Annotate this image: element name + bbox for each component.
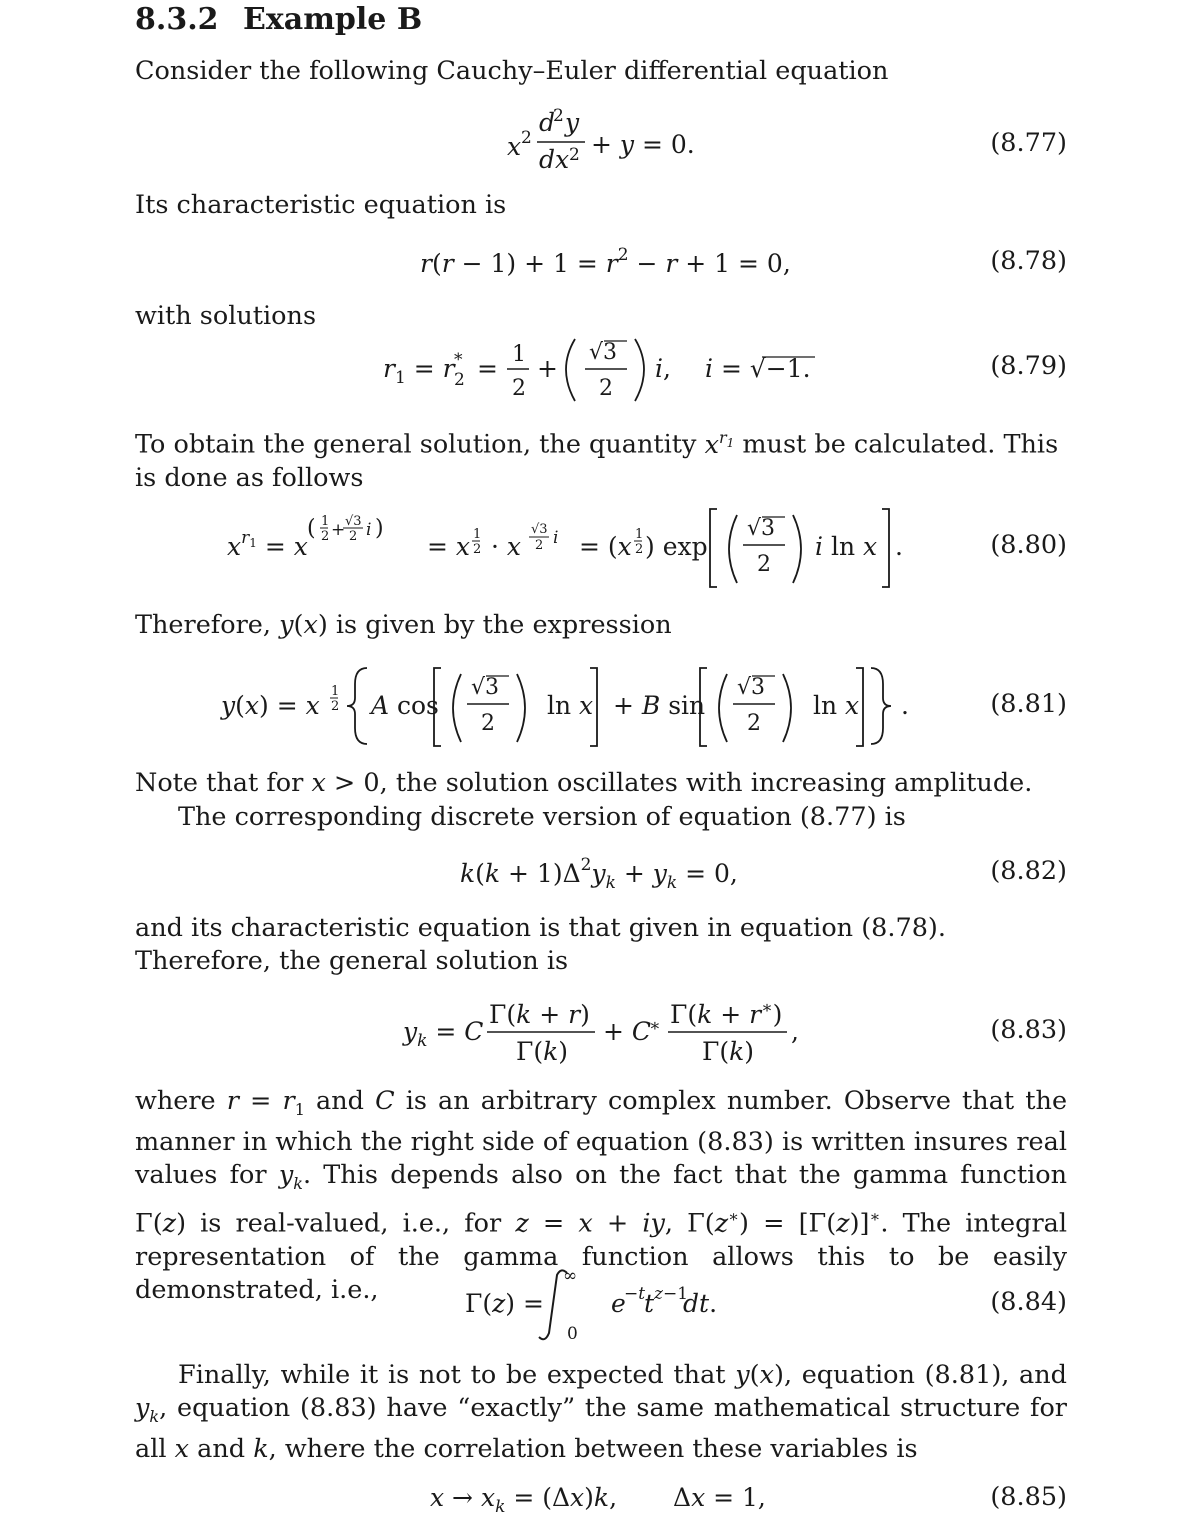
svg-text:A cos: A cos [371, 691, 439, 720]
paragraph-general-solution-discrete: and its characteristic equation is that given in equation (8.78). Therefore, the general solution is [135, 913, 946, 976]
paragraph-text: where [135, 1086, 216, 1116]
svg-text:+: + [331, 520, 346, 540]
svg-text:2: 2 [757, 552, 771, 577]
inline-math: y [279, 610, 294, 640]
svg-text:2: 2 [481, 711, 495, 736]
svg-text:Δx = 1,: Δx = 1, [673, 1483, 766, 1512]
svg-text:2: 2 [635, 542, 644, 557]
svg-text:Γ(k): Γ(k) [516, 1037, 569, 1066]
paragraph-text: and [197, 1434, 246, 1465]
svg-text:): ) [375, 516, 384, 541]
svg-text:ln x: ln x [813, 691, 860, 720]
svg-text:√3: √3 [747, 516, 776, 541]
svg-text:2: 2 [349, 529, 358, 544]
svg-text:√3: √3 [531, 522, 548, 537]
inline-math: x [311, 768, 326, 798]
inline-math: $x^{r_1}$ [704, 428, 735, 460]
paragraph-text: Finally, while it is not to be expected that [178, 1360, 726, 1390]
svg-text:dx: dx [539, 145, 570, 174]
equation-number: (8.80) [990, 530, 1067, 560]
equation-number: (8.85) [990, 1482, 1067, 1512]
svg-text:2: 2 [599, 376, 613, 401]
svg-text:2: 2 [569, 145, 580, 165]
section-number: 8.3.2 [135, 2, 219, 37]
svg-text:x: x [507, 132, 522, 161]
equation-8-85 [135, 1478, 1067, 1522]
paragraph-discrete-version: The corresponding discrete version of equation (8.77) is [178, 802, 906, 832]
equation-number: (8.79) [990, 351, 1067, 381]
svg-text:i: i [553, 528, 559, 548]
paragraph-characteristic: Its characteristic equation is [135, 190, 507, 220]
equation-8-77 [135, 105, 1067, 195]
svg-text:) exp: ) exp [645, 532, 708, 561]
equation-8-80 [135, 505, 1067, 595]
paragraph-text: is given by the expression [335, 610, 672, 640]
paragraph-text: . The integral representation of the gamma function allows this to be easily demonstrated, i.e., [135, 1208, 1068, 1305]
svg-text:r1 = r: $r_1 = r$ [383, 354, 455, 388]
svg-text:+ y = 0.: + y = 0. [591, 130, 695, 159]
paragraph-text: , the solution oscillates with increasing amplitude. [379, 768, 1033, 798]
equation-8-85-math [135, 1478, 935, 1522]
svg-text:e: e [611, 1289, 626, 1318]
svg-text:1: 1 [512, 342, 526, 367]
svg-text:√3: √3 [471, 675, 500, 700]
svg-text:i: i [366, 520, 372, 540]
svg-text:ln x: ln x [547, 691, 594, 720]
equation-8-82-math [135, 852, 935, 902]
svg-text:x → xk = (Δx)k,: $x \to x_k = (\Delta x)k$, [430, 1483, 618, 1517]
paragraph-general-solution [135, 421, 1067, 495]
svg-text:2: 2 [535, 538, 544, 553]
svg-text:Γ(k): Γ(k) [702, 1037, 755, 1066]
svg-text:yk = C: $y_k = C$ [403, 1017, 484, 1051]
equation-8-84-math [135, 1265, 935, 1355]
equation-number: (8.84) [990, 1287, 1067, 1317]
paragraph-text: , equation (8.83) have “exactly” the same mathematical structure for all [135, 1393, 1067, 1465]
equation-8-77-math [135, 105, 935, 185]
equation-8-80-math [135, 505, 935, 595]
paragraph-text: is an arbitrary complex number. Observe that the manner in which the right side of equation (8.83) is written insures real values for [135, 1086, 1068, 1191]
svg-text:.: . [895, 532, 903, 561]
svg-text:xr1 = x: $x^r1 = x$ [227, 528, 308, 561]
svg-text:1: 1 [331, 684, 340, 699]
paragraph-text: To obtain the general solution, the quantity [135, 429, 697, 460]
equation-8-79 [135, 333, 1067, 423]
equation-8-81-math [135, 662, 935, 752]
svg-text:2: 2 [747, 711, 761, 736]
svg-text:1: 1 [321, 514, 330, 529]
svg-text:1: 1 [473, 527, 482, 542]
svg-text:i ln x: i ln x [815, 532, 878, 561]
svg-text:2: 2 [321, 529, 330, 544]
svg-text:2: 2 [521, 128, 532, 148]
svg-text:= (x: = (x [579, 532, 632, 561]
svg-text:y(x) = x: y(x) = x [221, 691, 320, 720]
svg-text:+ C: + C [603, 1017, 652, 1046]
svg-text:2: 2 [512, 376, 526, 401]
svg-text:+ B sin: + B sin [613, 691, 706, 720]
svg-text:√3: √3 [589, 340, 618, 365]
equation-8-83-math [135, 995, 935, 1075]
equation-8-81 [135, 662, 1067, 752]
svg-text:2: 2 [473, 542, 482, 557]
equation-8-78-math [135, 240, 935, 290]
svg-text:i = √−1.: i = √−1. [705, 354, 811, 383]
svg-text:r(r − 1) + 1 = r2 − r + 1 = 0,: $r(r - 1) + 1 = r^2 - r + 1 = 0$, [420, 245, 791, 278]
svg-text:Γ(z) =: Γ(z) = [465, 1289, 544, 1318]
svg-text:t: t [644, 1289, 655, 1318]
paragraph-text: Therefore, [135, 610, 271, 640]
svg-text:∞: ∞ [563, 1266, 578, 1286]
svg-text:∗: ∗ [649, 1016, 661, 1036]
svg-text:d: d [539, 108, 556, 137]
equation-number: (8.82) [990, 856, 1067, 886]
paragraph-text: . This depends also on the fact that the gamma function [302, 1160, 1068, 1191]
paragraph-text: Note that for [135, 768, 304, 798]
svg-text:= x: = x [427, 532, 471, 561]
paragraph-text: must be calculated. This is done as follows [135, 429, 1059, 493]
paragraph-finally: Finally, while it is not to be expected that y(x), equation (8.81), and $y_k$, equation (8.83) have “exactly” the same mathematical structure for all x and k, where the correlation between these variables is [135, 1360, 1067, 1465]
svg-text:Γ(k + r): Γ(k + r) [489, 1000, 590, 1029]
svg-text:· x: · x [491, 532, 522, 561]
svg-text:dt.: dt. [683, 1289, 718, 1318]
svg-text:=: = [477, 354, 498, 383]
svg-text:z−1: z−1 [654, 1284, 689, 1304]
svg-text:2: 2 [454, 370, 465, 390]
paragraph-therefore: Therefore, y(x) is given by the expression [135, 610, 672, 640]
svg-text:i,: i, [655, 354, 671, 383]
section-heading [135, 2, 422, 37]
paragraph-solutions: with solutions [135, 301, 317, 331]
paragraph-text: , where the correlation between these variables is [268, 1434, 918, 1465]
svg-text:y: y [565, 108, 580, 137]
equation-number: (8.81) [990, 689, 1067, 719]
svg-text:2: 2 [553, 106, 564, 126]
paragraph-where: where $r = r_1$ and C is an arbitrary complex number. Observe that the manner in which the right side of equation (8.83) is written insures real values for $y_k$. This depends also on the fact that the gamma function Γ(z) is real-valued, i.e., for z = x + iy, Γ(z∗) = [Γ(z)]∗. The integral representation of the gamma function allows this to be easily demonstrated, i.e., [135, 1086, 1068, 1305]
paragraph-text: is real-valued, i.e., for [200, 1208, 502, 1239]
svg-text:k(k + 1)Δ2yk + yk = 0,: $k(k + 1)\Delta^2y_k + y_k = 0$, [460, 855, 738, 893]
section-title: Example B [243, 2, 423, 37]
svg-text:+: + [537, 354, 558, 383]
equation-8-83 [135, 995, 1067, 1085]
svg-text:(: ( [307, 516, 316, 541]
svg-text:.: . [901, 691, 909, 720]
svg-text:2: 2 [331, 699, 340, 714]
svg-text:0: 0 [567, 1324, 578, 1344]
equation-number: (8.83) [990, 1015, 1067, 1045]
svg-text:−t: −t [624, 1284, 646, 1304]
svg-text:1: 1 [635, 527, 644, 542]
paragraph-text: , equation (8.81), and [783, 1360, 1067, 1390]
svg-text:*: * [454, 350, 463, 370]
equation-8-79-math [135, 333, 935, 413]
equation-8-84 [135, 1265, 1067, 1355]
paragraph-note: Note that for x > 0, the solution oscillates with increasing amplitude. [135, 768, 1033, 798]
svg-text:Γ(k + r∗): Γ(k + r∗) [670, 998, 783, 1029]
equation-number: (8.78) [990, 246, 1067, 276]
paragraph-text: and [316, 1086, 364, 1116]
svg-text:√3: √3 [737, 675, 766, 700]
paragraph-intro: Consider the following Cauchy–Euler differential equation [135, 56, 889, 86]
svg-text:,: , [791, 1017, 799, 1046]
svg-text:√3: √3 [345, 514, 362, 529]
equation-number: (8.77) [990, 128, 1067, 158]
